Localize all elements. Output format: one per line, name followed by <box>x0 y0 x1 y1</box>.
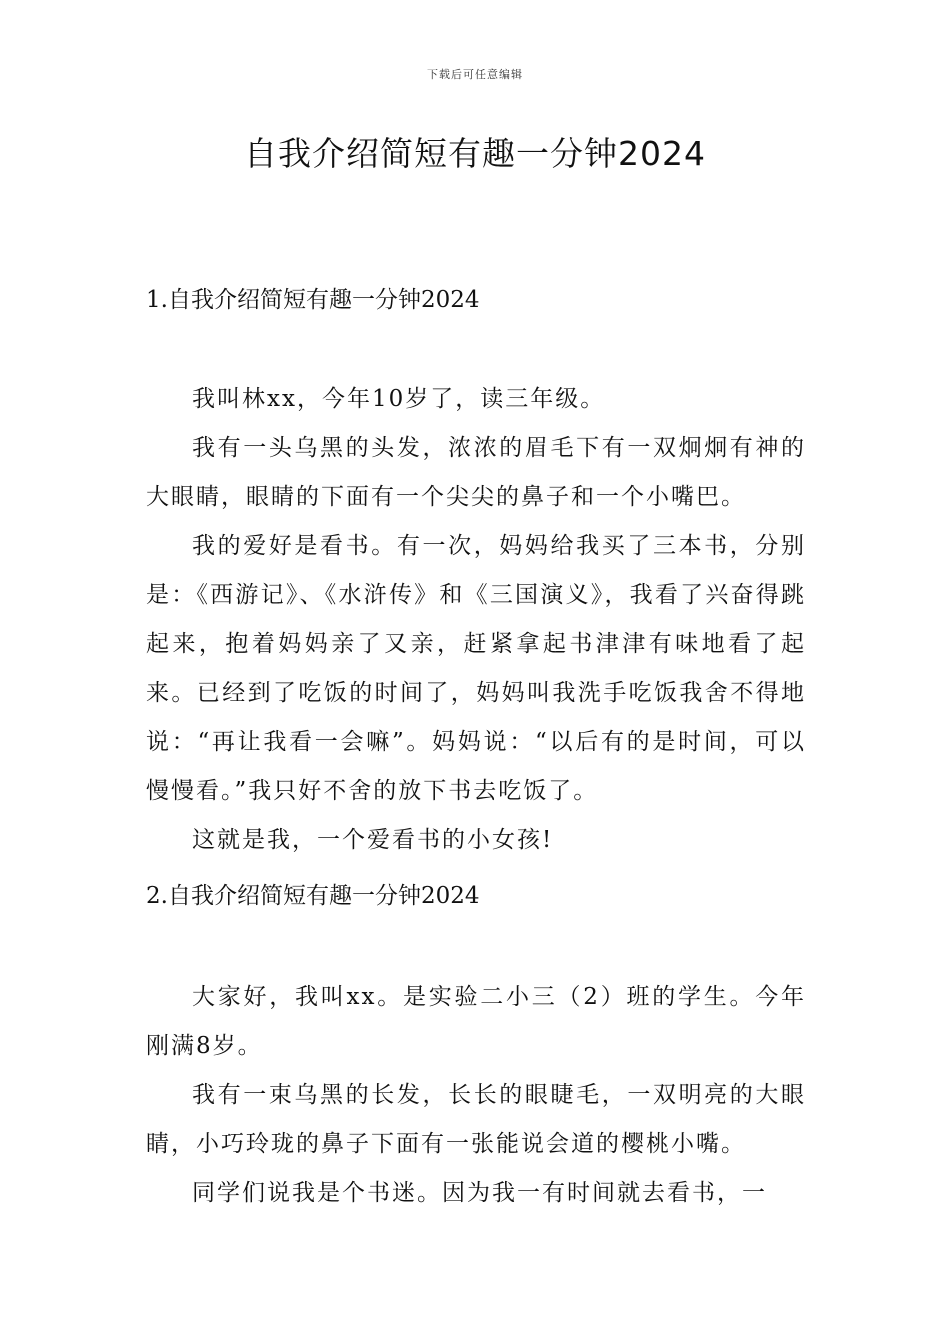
paragraph: 我叫林xx，今年10岁了，读三年级。 <box>192 386 606 412</box>
section-2-body <box>146 973 806 1218</box>
document-title: 自我介绍简短有趣一分钟2024 <box>244 134 706 173</box>
section-heading-1: 1.自我介绍简短有趣一分钟2024 <box>146 287 480 313</box>
paragraph: 同学们说我是个书迷。因为我一有时间就去看书，一 <box>192 1180 767 1206</box>
paragraph: 大家好，我叫xx。是实验二小三（2）班的学生。今年刚满8岁。 <box>146 984 806 1059</box>
section-1-body <box>146 375 806 865</box>
section-heading-2: 2.自我介绍简短有趣一分钟2024 <box>146 883 480 909</box>
paragraph: 我有一头乌黑的头发，浓浓的眉毛下有一双炯炯有神的大眼睛，眼睛的下面有一个尖尖的鼻子和一个小嘴巴。 <box>146 435 806 510</box>
paragraph: 我的爱好是看书。有一次，妈妈给我买了三本书，分别是：《西游记》、《水浒传》和《三国演义》，我看了兴奋得跳起来，抱着妈妈亲了又亲，赶紧拿起书津津有味地看了起来。已经到了吃饭的时间了，妈妈叫我洗手吃饭我舍不得地说：“再让我看一会嘛”。妈妈说：“以后有的是时间，可以慢慢看。”我只好不舍的放下书去吃饭了。 <box>146 533 806 804</box>
header-note: 下载后可任意编辑 <box>427 68 523 81</box>
paragraph: 这就是我，一个爱看书的小女孩! <box>192 827 554 853</box>
paragraph: 我有一束乌黑的长发，长长的眼睫毛，一双明亮的大眼睛，小巧玲珑的鼻子下面有一张能说会道的樱桃小嘴。 <box>146 1082 806 1157</box>
